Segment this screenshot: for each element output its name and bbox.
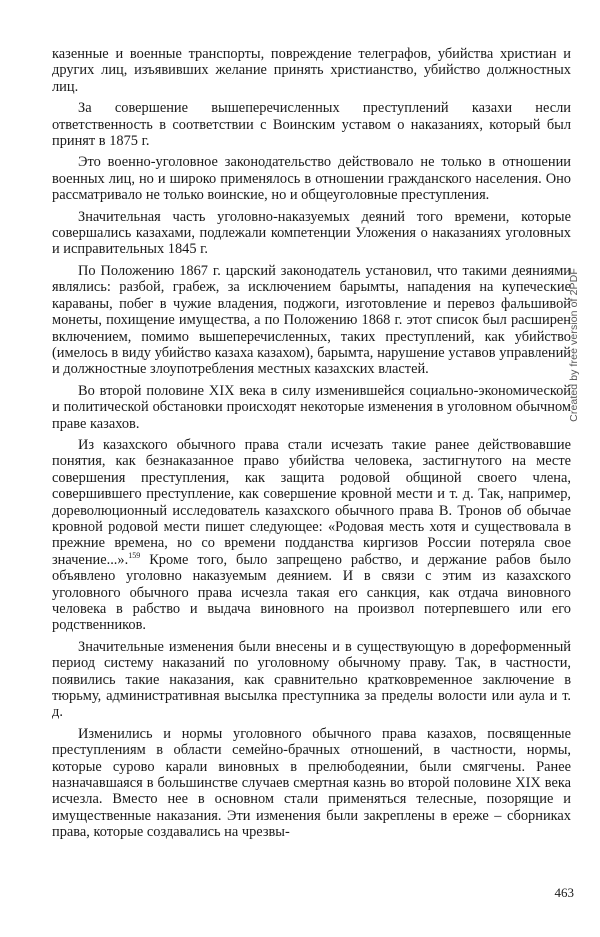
page-number: 463 xyxy=(554,885,574,900)
body-text xyxy=(52,46,571,841)
paragraph-2: За совершение вышеперечисленных преступлений казахи несли ответственность в соответствии с Воинским уставом о наказаниях, который был принят в 1875 г. xyxy=(52,100,571,150)
paragraph-4: Значительная часть уголовно-наказуемых деяний того времени, которые совершались казахами, подлежали компетенции Уложения о наказаниях уголовных и исправительных 1845 г. xyxy=(52,208,571,258)
document-page xyxy=(52,46,571,906)
paragraph-9: Изменились и нормы уголовного обычного права казахов, посвященные преступлениям в области семейно-брачных отношений, в частности, нормы, которые сурово карали виновных в прелюбодеянии, были смягчены. Ранее назначавшаяся в большинстве случаев смертная казнь во второй половине XIX века исчезла. Вместо нее в основном стали применяться телесные, позорящие и имущественные наказания. Эти изменения были закреплены в ереже – сборниках права, которые создавались на чрезвы- xyxy=(52,725,571,841)
paragraph-3: Это военно-уголовное законодательство действовало не только в отношении военных лиц, но и широко применялось в отношении гражданского населения. Оно рассматривало не только воинские, но и общеуголовные преступления. xyxy=(52,154,571,204)
paragraph-1: казенные и военные транспорты, повреждение телеграфов, убийства христиан и других лиц, изъявивших желание принять христианство, убийство должностных лиц. xyxy=(52,46,571,95)
paragraph-7-text-after: Кроме того, было запрещено рабство, и держание рабов было объявлено уголовно наказуемым деянием. И в связи с этим из казахского уголовного обычного права исчезла такая его санкция, как отдача виновного человека в рабство и выдача виновного на произвол потерпевшего или его родственников. xyxy=(52,551,571,634)
paragraph-7-text: Из казахского обычного права стали исчезать такие ранее действовавшие понятия, как безнаказанное право убийства человека, застигнутого на месте совершения преступления, как защита родовой общиной своего члена, совершившего преступление, как совершение кровной мести и т. д. Так, например, дореволюционный исследователь казахского обычного права В. Тронов об обычае кровной родовой мести пишет следующее: «Родовая месть хотя и существовала в прежние времена, но со времени подданства киргизов России потеряла свое значение...». xyxy=(52,436,571,568)
paragraph-7 xyxy=(52,437,571,634)
paragraph-6: Во второй половине XIX века в силу изменившейся социально-экономической и политической обстановки происходят некоторые изменения в уголовном обычном праве казахов. xyxy=(52,382,571,432)
paragraph-8: Значительные изменения были внесены и в существующую в дореформенный период систему наказаний по уголовному обычному праву. Так, в частности, появились такие наказания, как сравнительно кратковременное заключение в тюрьму, административная высылка преступника за пределы волости или аула и т. д. xyxy=(52,638,571,721)
footnote-marker: 159 xyxy=(128,550,141,560)
watermark-text: Created by free version of 2PDF xyxy=(568,268,580,422)
paragraph-5: По Положению 1867 г. царский законодатель установил, что такими деяниями являлись: разбой, грабеж, за исключением барымты, нападения на купеческие караваны, побег в чужие владения, поджоги, изготовление и перевоз фальшивой монеты, похищение имущества, а по Положению 1868 г. этот список был расширен включением, помимо вышеперечисленных, таких преступлений, как убийство (имелось в виду убийство казаха казахом), барымта, нарушение уставов управлений и должностные злоупотребления местных казахских властей. xyxy=(52,262,571,378)
